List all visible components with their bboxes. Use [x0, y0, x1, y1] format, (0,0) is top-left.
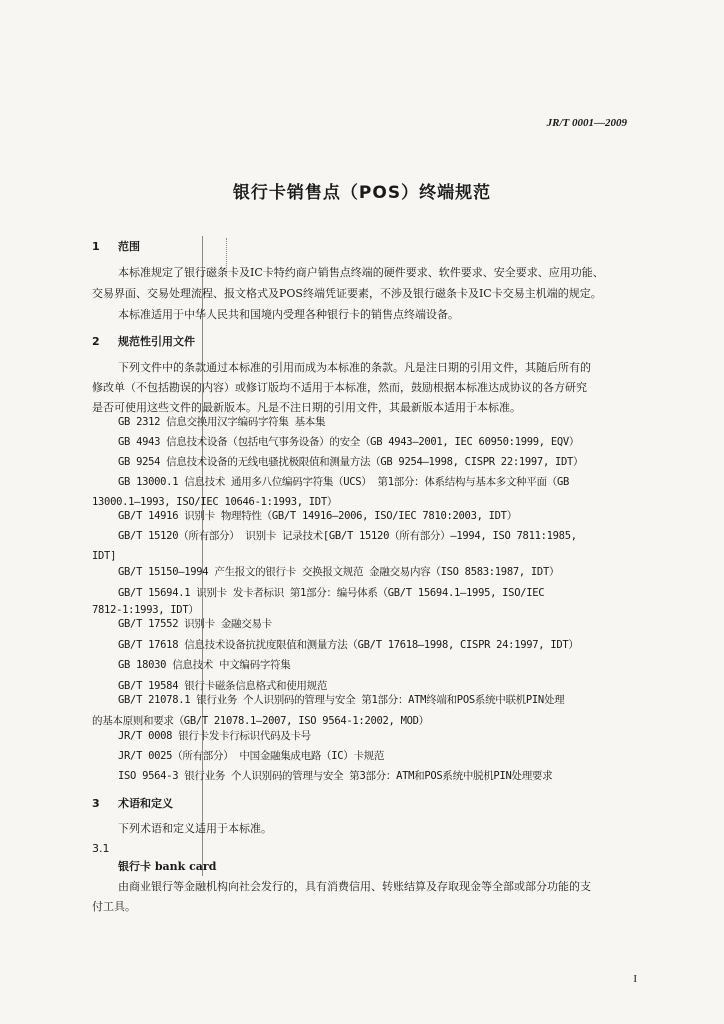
reference-item-continued: IDT] [92, 550, 117, 562]
reference-item: GB 2312 信息交换用汉字编码字符集 基本集 [118, 416, 326, 428]
standard-number: JR/T 0001—2009 [546, 117, 627, 129]
reference-item: GB/T 15694.1 识别卡 发卡者标识 第1部分：编号体系（GB/T 15694.1—1995, ISO/IEC [118, 587, 545, 599]
reference-item: GB/T 14916 识别卡 物理特性（GB/T 14916—2006, ISO/IEC 7810:2003, IDT） [118, 510, 517, 522]
section-title: 范围 [118, 240, 140, 253]
document-title: 银行卡销售点（POS）终端规范 [232, 183, 492, 203]
reference-item: GB/T 15150—1994 产生报文的银行卡 交换报文规范 金融交易内容（ISO 8583:1987, IDT） [118, 566, 560, 578]
reference-item: GB 4943 信息技术设备（包括电气事务设备）的安全（GB 4943—2001, IEC 60950:1999, EQV） [118, 436, 580, 448]
paragraph-line: 本标准适用于中华人民共和国境内受理各种银行卡的销售点终端设备。 [118, 308, 459, 321]
reference-item: GB/T 19584 银行卡磁条信息格式和使用规范 [118, 680, 328, 692]
reference-item-continued: 7812-1:1993, IDT） [92, 604, 199, 616]
paragraph-line: 本标准规定了银行磁条卡及IC卡特约商户销售点终端的硬件要求、软件要求、安全要求、应用功能、 [118, 266, 604, 279]
reference-item: GB 13000.1 信息技术 通用多八位编码字符集（UCS） 第1部分：体系结构与基本多文种平面（GB [118, 476, 570, 488]
paragraph-line: 是否可使用这些文件的最新版本。凡是不注日期的引用文件，其最新版本适用于本标准。 [92, 401, 521, 414]
term-heading: 银行卡 bank card [118, 860, 217, 873]
paragraph-line: 由商业银行等金融机构向社会发行的，具有消费信用、转账结算及存取现金等全部或部分功能的支 [118, 880, 591, 893]
section-number: 2 [92, 335, 100, 348]
reference-item: GB 9254 信息技术设备的无线电骚扰极限值和测量方法（GB 9254—1998, CISPR 22:1997, IDT） [118, 456, 584, 468]
paragraph-line: 付工具。 [92, 900, 136, 913]
reference-item: GB/T 17552 识别卡 金融交易卡 [118, 618, 272, 630]
paragraph-line: 修改单（不包括勘误的内容）或修订版均不适用于本标准，然而，鼓励根据本标准达成协议的各方研究 [92, 381, 587, 394]
reference-item: JR/T 0008 银行卡发卡行标识代码及卡号 [118, 730, 311, 742]
page-number: I [633, 973, 637, 985]
reference-item: GB/T 15120（所有部分） 识别卡 记录技术[GB/T 15120（所有部分）—1994, ISO 7811:1985, [118, 530, 577, 542]
reference-item: GB/T 17618 信息技术设备抗扰度限值和测量方法（GB/T 17618—1998, CISPR 24:1997, IDT） [118, 639, 579, 651]
reference-item-continued: 13000.1—1993, ISO/IEC 10646-1:1993, IDT） [92, 496, 338, 508]
paragraph-line: 下列术语和定义适用于本标准。 [118, 822, 272, 835]
reference-item: GB/T 21078.1 银行业务 个人识别码的管理与安全 第1部分：ATM终端和POS系统中联机PIN处理 [118, 694, 565, 706]
paragraph-line: 下列文件中的条款通过本标准的引用而成为本标准的条款。凡是注日期的引用文件，其随后所有的 [118, 361, 591, 374]
section-heading-scope [92, 238, 140, 254]
section-number: 3 [92, 797, 100, 810]
reference-item: GB 18030 信息技术 中文编码字符集 [118, 659, 291, 671]
section-title: 规范性引用文件 [118, 335, 195, 348]
term-number: 3.1 [92, 842, 110, 855]
section-heading-normative-references [92, 333, 195, 349]
paragraph-line: 交易界面、交易处理流程、报文格式及POS终端凭证要素，不涉及银行磁条卡及IC卡交易主机端的规定。 [92, 287, 602, 300]
section-heading-terms [92, 795, 173, 811]
section-title: 术语和定义 [118, 797, 173, 810]
reference-item: ISO 9564-3 银行业务 个人识别码的管理与安全 第3部分：ATM和POS系统中脱机PIN处理要求 [118, 770, 553, 782]
section-number: 1 [92, 240, 100, 253]
reference-item: JR/T 0025（所有部分） 中国金融集成电路（IC）卡规范 [118, 750, 385, 762]
reference-item-continued: 的基本原则和要求（GB/T 21078.1—2007, ISO 9564-1:2002, MOD） [92, 715, 429, 727]
